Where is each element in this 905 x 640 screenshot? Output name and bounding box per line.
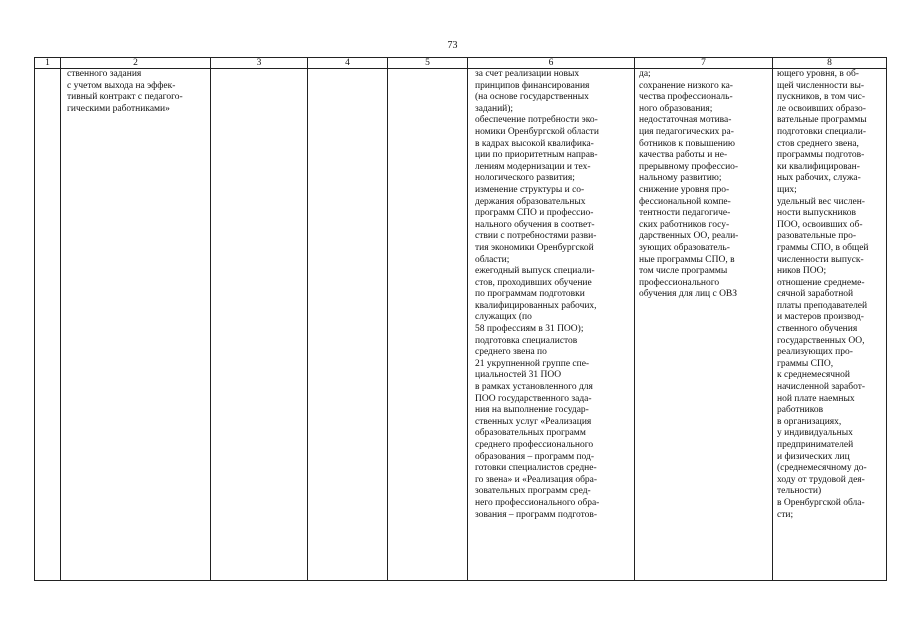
page-number: 73	[447, 40, 458, 51]
cell-text: ственного задания с учетом выхода на эффек- тивный контракт с педагого- гическими работниками»	[67, 69, 183, 114]
column-header-8: 8	[773, 58, 887, 69]
column-header-6: 6	[468, 58, 635, 69]
cell-text: ющего уровня, в об- щей численности вы- пускников, в том чис- ле освоивших образо- вательные программы подготовки специали- стов среднего звена, программы подготов- ки квалифицирован- ных рабочих, служа- щих; удельный вес числен- ности выпускников ПОО, освоивших об- разовательные про- граммы СПО, в общей численности выпуск- ников ПОО; отношение среднеме- сячной заработной платы преподавателей и мастеров производ- ственного обучения государственных ОО, реализующих про- граммы СПО, к среднемесячной начисленной заработ- ной плате наемных работников в организациях, у индивидуальных предпринимателей и физических лиц (среднемесячному до- ходу от трудовой дея- тельности) в Оренбургской обла- сти;	[777, 69, 869, 520]
cell-col-8	[773, 69, 887, 581]
cell-col-5	[388, 69, 468, 581]
cell-col-7	[635, 69, 773, 581]
column-header-2: 2	[61, 58, 211, 69]
cell-col-2	[61, 69, 211, 581]
cell-col-3	[211, 69, 308, 581]
column-header-5: 5	[388, 58, 468, 69]
cell-col-4	[308, 69, 388, 581]
cell-col-1	[35, 69, 61, 581]
column-header-1: 1	[35, 58, 61, 69]
column-header-4: 4	[308, 58, 388, 69]
column-header-3: 3	[211, 58, 308, 69]
table-row	[35, 69, 887, 581]
cell-col-6	[468, 69, 635, 581]
column-header-7: 7	[635, 58, 773, 69]
cell-text: да; сохранение низкого ка- чества профессиональ- ного образования; недостаточная мотива- ция педагогических ра- ботников к повышению качества работы и не- прерывному профессио- нальному развитию; снижение уровня про- фессиональной компе- тентности педагогиче- ских работников госу- дарственных ОО, реали- зующих образователь- ные программы СПО, в том числе программы профессионального обучения для лиц с ОВЗ	[639, 69, 739, 300]
cell-text: за счет реализации новых принципов финансирования (на основе государственных заданий); обеспечение потребности эко- номики Оренбургской области в кадрах высокой квалифика- ции по приоритетным направ- лениям модернизации и тех- нологического развития; изменение структуры и со- держания образовательных программ СПО и профессио- нального обучения в соответ- ствии с потребностями разви- тия экономики Оренбургской области; ежегодный выпуск специали- стов, проходивших обучение по программам подготовки квалифицированных рабочих, служащих (по 58 профессиям в 31 ПОО); подготовка специалистов среднего звена по 21 укрупненной группе спе- циальностей 31 ПОО в рамках установленного для ПОО государственного зада- ния на выполнение государ- ственных услуг «Реализация образовательных программ среднего профессионального образования – программ под- готовки специалистов средне- го звена» и «Реализация обра- зовательных программ сред- него профессионального обра- зования – программ подготов-	[475, 69, 600, 520]
document-table	[34, 57, 887, 581]
table-header-row	[35, 58, 887, 69]
